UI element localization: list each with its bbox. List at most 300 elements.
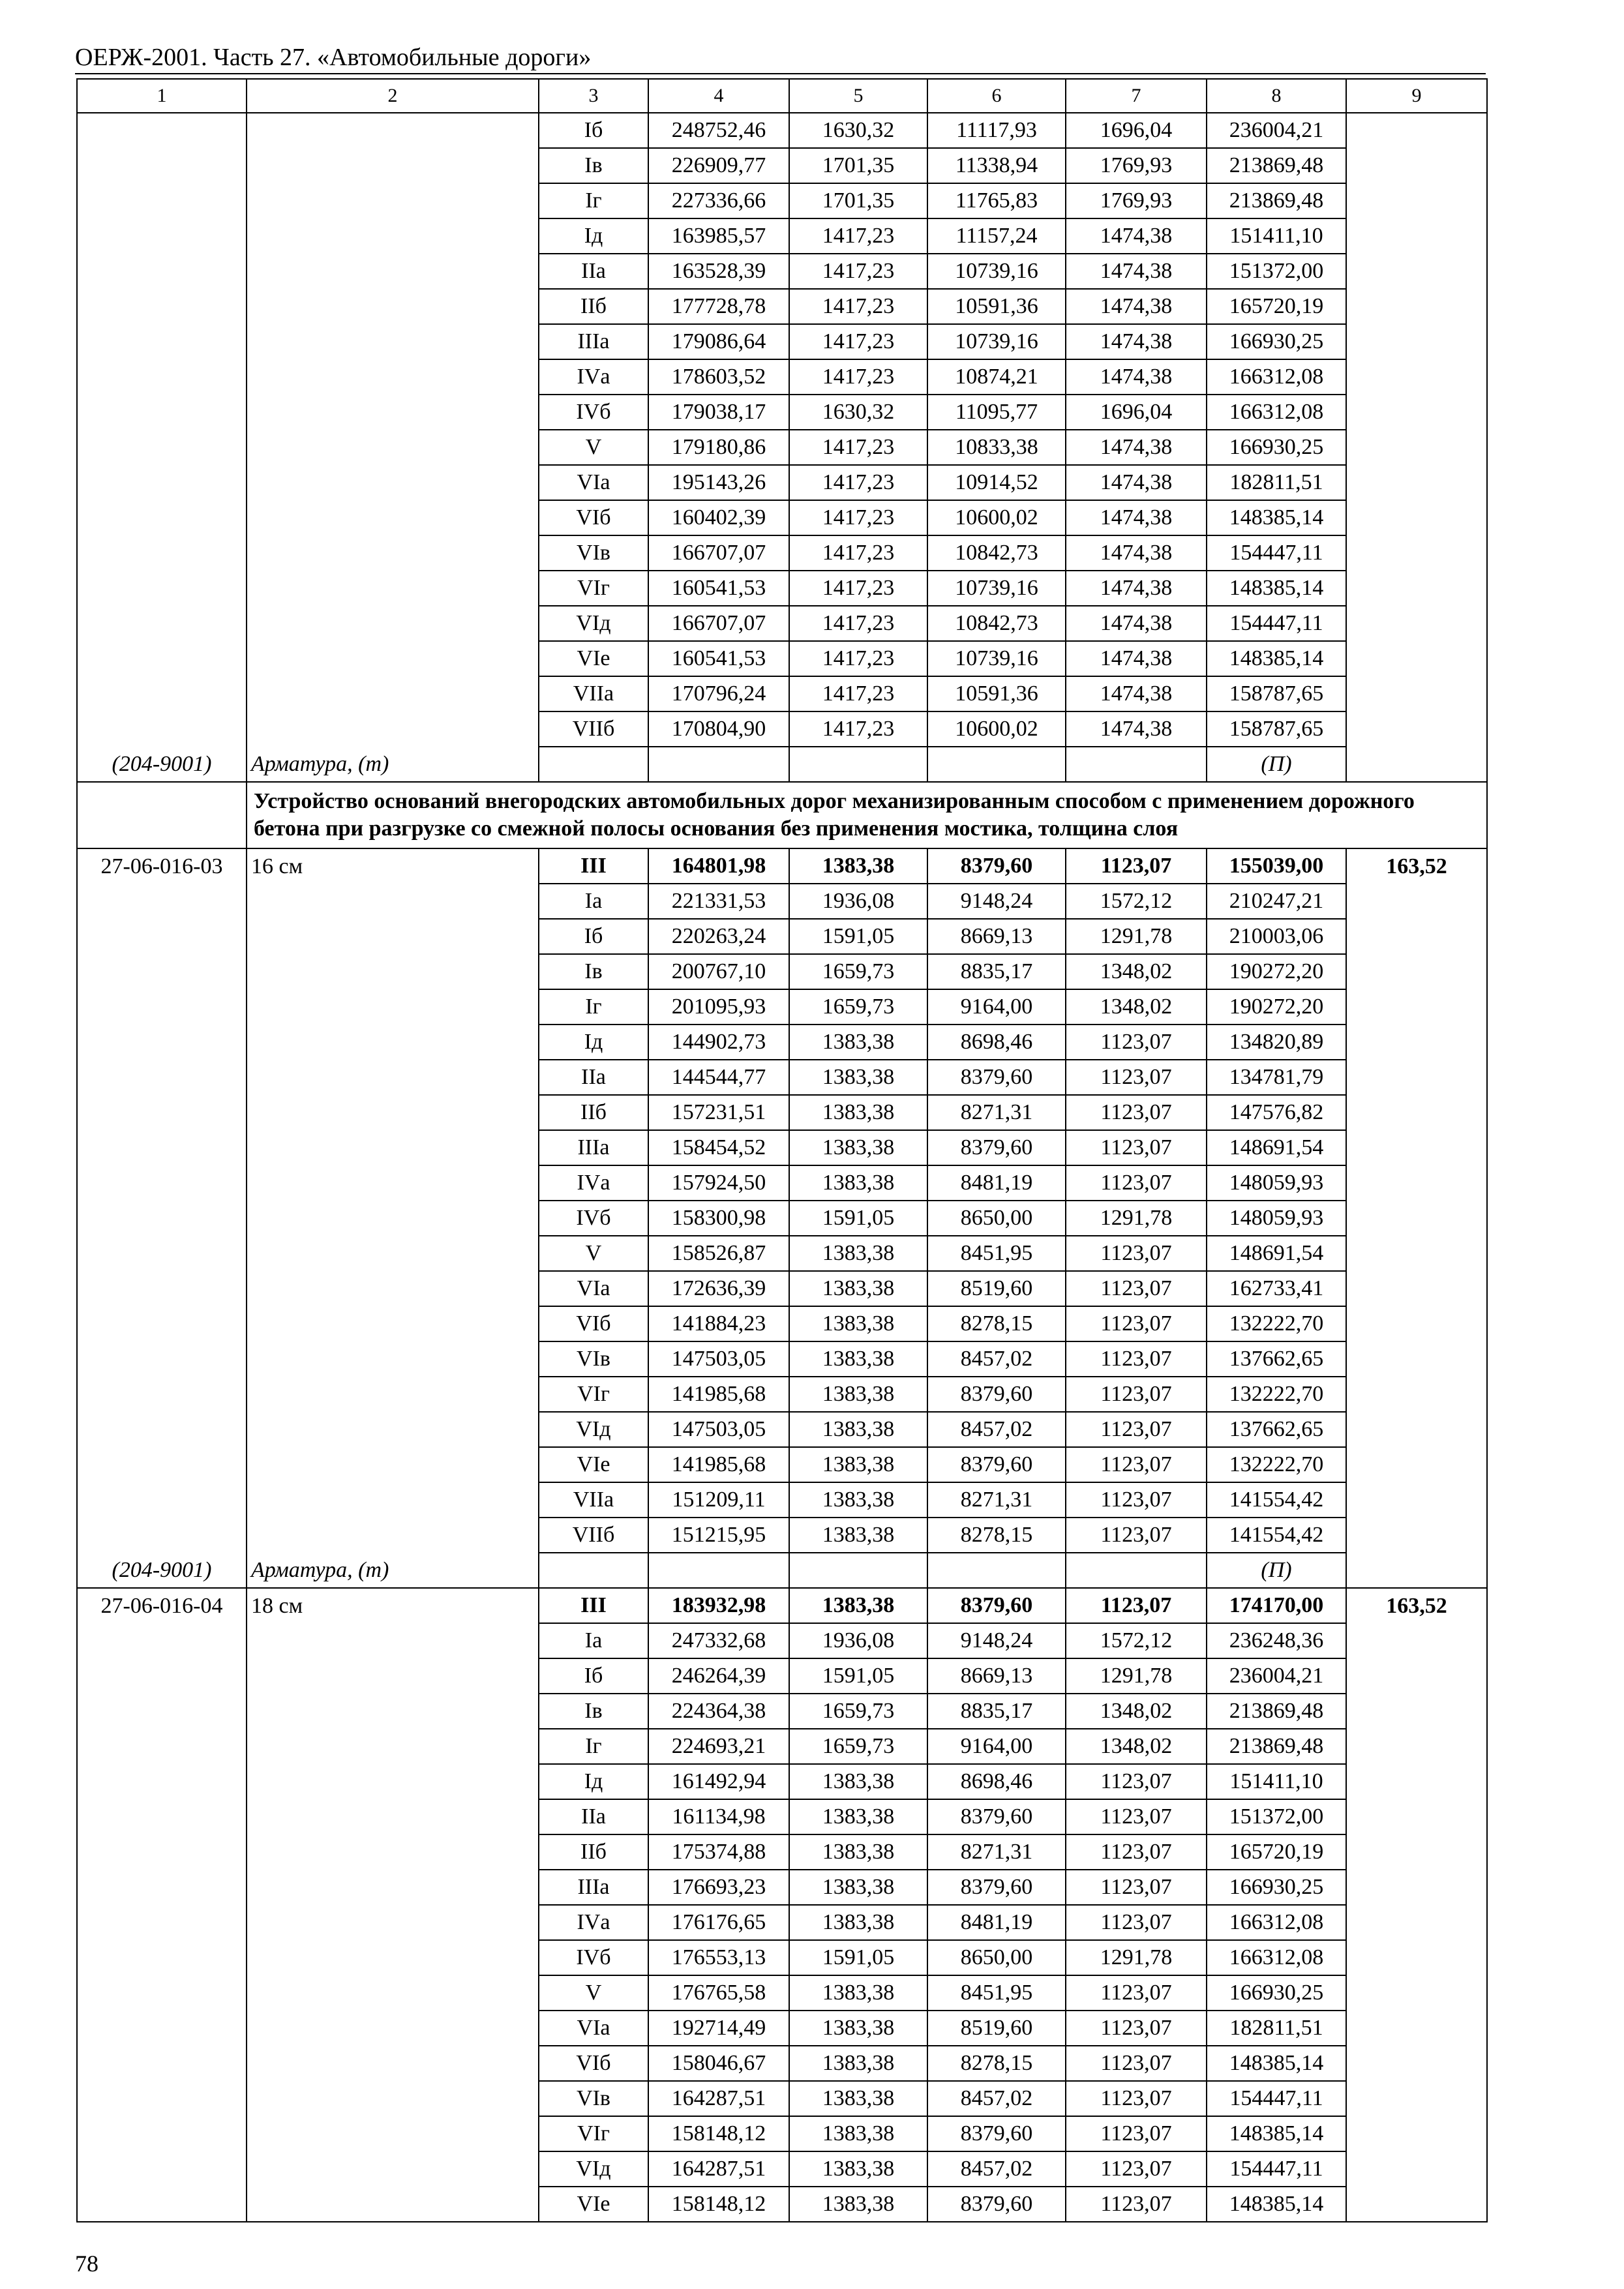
code-cell [77, 1905, 247, 1940]
value-cell: 154447,11 [1207, 535, 1346, 571]
resource-cell [1346, 395, 1487, 430]
resource-cell [1346, 1834, 1487, 1870]
value-cell: 1123,07 [1066, 1130, 1207, 1165]
code-cell [77, 884, 247, 919]
name-cell [247, 324, 539, 359]
table-row [77, 430, 1487, 465]
value-cell: 176765,58 [648, 1975, 789, 2011]
value-cell: 10842,73 [927, 535, 1066, 571]
value-cell: 8457,02 [927, 1341, 1066, 1377]
value-cell: 166312,08 [1207, 1940, 1346, 1975]
value-cell: 164801,98 [648, 848, 789, 884]
value-cell: 1383,38 [789, 1518, 927, 1553]
table-row [77, 1482, 1487, 1518]
value-cell: 10591,36 [927, 676, 1066, 711]
name-cell [247, 989, 539, 1025]
value-cell: 154447,11 [1207, 606, 1346, 641]
value-cell: 164287,51 [648, 2151, 789, 2187]
value-cell: 1383,38 [789, 1271, 927, 1306]
value-cell: 160541,53 [648, 571, 789, 606]
value-cell: 166312,08 [1207, 395, 1346, 430]
value-cell: 1383,38 [789, 2046, 927, 2081]
value-cell: 8698,46 [927, 1025, 1066, 1060]
name-cell [247, 571, 539, 606]
resource-cell [1346, 2046, 1487, 2081]
value-cell: 148691,54 [1207, 1130, 1346, 1165]
name-cell [247, 1975, 539, 2011]
value-cell: 1474,38 [1066, 711, 1207, 747]
value-cell: 200767,10 [648, 954, 789, 989]
zone-cell: VIе [539, 2187, 648, 2222]
zone-cell: IIа [539, 254, 648, 289]
value-cell: 8379,60 [927, 1130, 1066, 1165]
value-cell: 158300,98 [648, 1201, 789, 1236]
value-cell: 1123,07 [1066, 2046, 1207, 2081]
resource-cell [1346, 1165, 1487, 1201]
value-cell: 236004,21 [1207, 113, 1346, 148]
table-row [77, 1130, 1487, 1165]
value-cell: 10842,73 [927, 606, 1066, 641]
value-cell: 8379,60 [927, 1588, 1066, 1623]
price-table [76, 78, 1488, 2222]
zone-cell: VIа [539, 2011, 648, 2046]
value-cell: 144544,77 [648, 1060, 789, 1095]
value-cell: 148385,14 [1207, 571, 1346, 606]
name-cell [247, 1341, 539, 1377]
name-cell [247, 1940, 539, 1975]
table-row [77, 571, 1487, 606]
value-cell: 10739,16 [927, 571, 1066, 606]
name-cell [247, 606, 539, 641]
value-cell: 1696,04 [1066, 395, 1207, 430]
value-cell: 11765,83 [927, 183, 1066, 218]
value-cell: 1383,38 [789, 1095, 927, 1130]
table-row [77, 148, 1487, 183]
value-cell: 1659,73 [789, 1729, 927, 1764]
table-row [77, 289, 1487, 324]
value-cell: 183932,98 [648, 1588, 789, 1623]
value-cell: 141985,68 [648, 1377, 789, 1412]
code-cell [77, 2046, 247, 2081]
value-cell: 1417,23 [789, 289, 927, 324]
value-cell: 224364,38 [648, 1694, 789, 1729]
value-cell: 213869,48 [1207, 1729, 1346, 1764]
value-cell: 154447,11 [1207, 2081, 1346, 2116]
zone-cell: III [539, 1588, 648, 1623]
code-cell [77, 1201, 247, 1236]
value-cell: 210247,21 [1207, 884, 1346, 919]
value-cell: 1383,38 [789, 1447, 927, 1482]
value-cell: 1591,05 [789, 919, 927, 954]
resource-cell [1346, 1341, 1487, 1377]
code-cell [77, 430, 247, 465]
value-cell: 236248,36 [1207, 1623, 1346, 1658]
table-row [77, 1623, 1487, 1658]
value-cell: 1630,32 [789, 395, 927, 430]
code-cell [77, 324, 247, 359]
value-cell: 11157,24 [927, 218, 1066, 254]
value-cell: 1123,07 [1066, 1518, 1207, 1553]
zone-cell: Iа [539, 1623, 648, 1658]
table-row [77, 183, 1487, 218]
value-cell: 1383,38 [789, 1236, 927, 1271]
code-cell [77, 2011, 247, 2046]
value-cell: 190272,20 [1207, 954, 1346, 989]
value-cell: 221331,53 [648, 884, 789, 919]
value-cell: 148385,14 [1207, 2046, 1346, 2081]
value-cell: 1417,23 [789, 359, 927, 395]
code-cell [77, 571, 247, 606]
value-cell: 10739,16 [927, 254, 1066, 289]
value-cell: 1123,07 [1066, 1447, 1207, 1482]
norm-code-cell: 27-06-016-04 [77, 1588, 247, 1623]
name-cell [247, 1870, 539, 1905]
name-cell [247, 1905, 539, 1940]
value-cell: 178603,52 [648, 359, 789, 395]
name-cell [247, 1306, 539, 1341]
value-cell: 8379,60 [927, 2187, 1066, 2222]
code-cell [77, 1060, 247, 1095]
value-cell: 8271,31 [927, 1834, 1066, 1870]
zone-cell: IVб [539, 395, 648, 430]
value-cell: 1123,07 [1066, 1236, 1207, 1271]
value-cell: 137662,65 [1207, 1341, 1346, 1377]
zone-cell: IVа [539, 359, 648, 395]
value-cell: 1474,38 [1066, 254, 1207, 289]
zone-cell: VIг [539, 2116, 648, 2151]
table-row [77, 919, 1487, 954]
code-cell [77, 1306, 247, 1341]
value-cell: 154447,11 [1207, 2151, 1346, 2187]
code-cell [77, 395, 247, 430]
zone-cell: VIг [539, 571, 648, 606]
value-cell: 8698,46 [927, 1764, 1066, 1799]
value-cell: 1383,38 [789, 2011, 927, 2046]
code-cell [77, 641, 247, 676]
table-row [77, 1518, 1487, 1553]
name-cell [247, 1201, 539, 1236]
value-cell: 1383,38 [789, 2187, 927, 2222]
zone-cell: IIб [539, 289, 648, 324]
value-cell: 1383,38 [789, 1870, 927, 1905]
name-cell [247, 641, 539, 676]
table-row [77, 884, 1487, 919]
value-cell: 1474,38 [1066, 359, 1207, 395]
resource-cell [1346, 1799, 1487, 1834]
value-cell: 179086,64 [648, 324, 789, 359]
value-cell: 9164,00 [927, 989, 1066, 1025]
value-cell: 163985,57 [648, 218, 789, 254]
value-cell: 165720,19 [1207, 289, 1346, 324]
value-cell: 213869,48 [1207, 183, 1346, 218]
value-cell: 1123,07 [1066, 1060, 1207, 1095]
value-cell: 161492,94 [648, 1764, 789, 1799]
value-cell: 157924,50 [648, 1165, 789, 1201]
value-cell: 220263,24 [648, 919, 789, 954]
zone-cell: Iг [539, 989, 648, 1025]
code-cell [77, 113, 247, 148]
value-cell: 1936,08 [789, 1623, 927, 1658]
value-cell: 8481,19 [927, 1905, 1066, 1940]
resource-cell [1346, 1482, 1487, 1518]
value-cell: 10600,02 [927, 711, 1066, 747]
name-cell [247, 1729, 539, 1764]
zone-cell: IVа [539, 1165, 648, 1201]
resource-cell [1346, 148, 1487, 183]
value-cell: 1417,23 [789, 641, 927, 676]
value-cell: 160402,39 [648, 500, 789, 535]
value-cell: 1123,07 [1066, 1271, 1207, 1306]
resource-cell [1346, 218, 1487, 254]
value-cell: 148059,93 [1207, 1165, 1346, 1201]
code-cell [77, 1130, 247, 1165]
table-row [77, 606, 1487, 641]
value-cell: 192714,49 [648, 2011, 789, 2046]
value-cell: 10833,38 [927, 430, 1066, 465]
value-cell: 8835,17 [927, 954, 1066, 989]
value-cell: 151209,11 [648, 1482, 789, 1518]
value-cell: 227336,66 [648, 183, 789, 218]
name-cell [247, 676, 539, 711]
value-cell: 1123,07 [1066, 848, 1207, 884]
value-cell: 176553,13 [648, 1940, 789, 1975]
value-cell: 161134,98 [648, 1799, 789, 1834]
code-cell [77, 465, 247, 500]
value-cell: 132222,70 [1207, 1377, 1346, 1412]
name-cell [247, 1271, 539, 1306]
value-cell: 1123,07 [1066, 1975, 1207, 2011]
col-header-7: 7 [1066, 79, 1207, 113]
code-cell [77, 2081, 247, 2116]
zone-cell: IIIа [539, 1130, 648, 1165]
reinforcement-row [77, 1553, 1487, 1588]
zone-cell: VIб [539, 1306, 648, 1341]
value-cell: 165720,19 [1207, 1834, 1346, 1870]
value-cell: 1383,38 [789, 1799, 927, 1834]
resource-cell [1346, 1412, 1487, 1447]
value-cell: 8379,60 [927, 1060, 1066, 1095]
table-row [77, 2151, 1487, 2187]
resource-cell [1346, 1764, 1487, 1799]
value-cell: 147503,05 [648, 1341, 789, 1377]
col-header-6: 6 [927, 79, 1066, 113]
value-cell: 1383,38 [789, 1165, 927, 1201]
value-cell: 158454,52 [648, 1130, 789, 1165]
zone-cell: VIIа [539, 676, 648, 711]
table-row [77, 1799, 1487, 1834]
value-cell: 148059,93 [1207, 1201, 1346, 1236]
zone-cell: VIIб [539, 1518, 648, 1553]
name-cell [247, 1623, 539, 1658]
zone-cell: VIг [539, 1377, 648, 1412]
value-cell: 8451,95 [927, 1236, 1066, 1271]
name-cell [247, 884, 539, 919]
resource-cell [1346, 183, 1487, 218]
value-cell: 8278,15 [927, 1306, 1066, 1341]
resource-unit-cell: (П) [1207, 747, 1346, 782]
table-row [77, 1975, 1487, 2011]
name-cell [247, 1658, 539, 1694]
resource-cell [1346, 989, 1487, 1025]
empty-cell [1346, 747, 1487, 782]
value-cell: 1123,07 [1066, 1482, 1207, 1518]
zone-cell: IVб [539, 1940, 648, 1975]
value-cell: 1417,23 [789, 711, 927, 747]
value-cell: 1291,78 [1066, 1658, 1207, 1694]
col-header-1: 1 [77, 79, 247, 113]
value-cell: 132222,70 [1207, 1447, 1346, 1482]
name-cell [247, 2151, 539, 2187]
col-header-5: 5 [789, 79, 927, 113]
value-cell: 1572,12 [1066, 1623, 1207, 1658]
empty-cell [789, 747, 927, 782]
value-cell: 1659,73 [789, 1694, 927, 1729]
name-cell [247, 2187, 539, 2222]
value-cell: 174170,00 [1207, 1588, 1346, 1623]
value-cell: 11338,94 [927, 148, 1066, 183]
value-cell: 8379,60 [927, 1870, 1066, 1905]
name-cell [247, 1236, 539, 1271]
value-cell: 177728,78 [648, 289, 789, 324]
resource-cell [1346, 1518, 1487, 1553]
value-cell: 176176,65 [648, 1905, 789, 1940]
value-cell: 246264,39 [648, 1658, 789, 1694]
resource-cell [1346, 1623, 1487, 1658]
name-cell [247, 113, 539, 148]
code-cell [77, 1482, 247, 1518]
value-cell: 158787,65 [1207, 676, 1346, 711]
value-cell: 148385,14 [1207, 641, 1346, 676]
name-cell [247, 183, 539, 218]
zone-cell: V [539, 1236, 648, 1271]
zone-cell: Iд [539, 1764, 648, 1799]
code-cell [77, 254, 247, 289]
table-row [77, 1306, 1487, 1341]
value-cell: 147503,05 [648, 1412, 789, 1447]
table-row [77, 954, 1487, 989]
table-row [77, 2187, 1487, 2222]
name-cell [247, 535, 539, 571]
value-cell: 1383,38 [789, 1306, 927, 1341]
value-cell: 1383,38 [789, 1341, 927, 1377]
empty-cell [1066, 1553, 1207, 1588]
value-cell: 8457,02 [927, 2081, 1066, 2116]
value-cell: 8457,02 [927, 1412, 1066, 1447]
table-row [77, 1201, 1487, 1236]
zone-cell: VIа [539, 1271, 648, 1306]
value-cell: 1474,38 [1066, 641, 1207, 676]
value-cell: 163528,39 [648, 254, 789, 289]
resource-cell [1346, 641, 1487, 676]
value-cell: 8379,60 [927, 848, 1066, 884]
table-row [77, 1764, 1487, 1799]
value-cell: 166312,08 [1207, 1905, 1346, 1940]
value-cell: 134820,89 [1207, 1025, 1346, 1060]
value-cell: 151411,10 [1207, 218, 1346, 254]
value-cell: 182811,51 [1207, 2011, 1346, 2046]
resource-cell [1346, 1447, 1487, 1482]
value-cell: 8271,31 [927, 1095, 1066, 1130]
value-cell: 1696,04 [1066, 113, 1207, 148]
value-cell: 141554,42 [1207, 1518, 1346, 1553]
value-cell: 201095,93 [648, 989, 789, 1025]
table-row [77, 1905, 1487, 1940]
value-cell: 1123,07 [1066, 1095, 1207, 1130]
value-cell: 1123,07 [1066, 1799, 1207, 1834]
value-cell: 132222,70 [1207, 1306, 1346, 1341]
empty-cell [648, 747, 789, 782]
table-row [77, 500, 1487, 535]
table-row [77, 395, 1487, 430]
resource-cell [1346, 430, 1487, 465]
value-cell: 151372,00 [1207, 1799, 1346, 1834]
name-cell [247, 465, 539, 500]
zone-cell: IIIа [539, 1870, 648, 1905]
table-row [77, 1377, 1487, 1412]
resource-cell [1346, 535, 1487, 571]
code-cell [77, 1940, 247, 1975]
header-rule [75, 73, 1486, 74]
code-cell [77, 359, 247, 395]
zone-cell: V [539, 430, 648, 465]
name-cell [247, 289, 539, 324]
resource-cell [1346, 711, 1487, 747]
value-cell: 1123,07 [1066, 2116, 1207, 2151]
name-cell [247, 359, 539, 395]
value-cell: 1123,07 [1066, 1377, 1207, 1412]
empty-cell [1066, 747, 1207, 782]
code-cell [77, 606, 247, 641]
resource-cell: 163,52 [1346, 848, 1487, 884]
name-cell [247, 1482, 539, 1518]
value-cell: 1123,07 [1066, 1165, 1207, 1201]
value-cell: 8650,00 [927, 1940, 1066, 1975]
value-cell: 164287,51 [648, 2081, 789, 2116]
value-cell: 8669,13 [927, 1658, 1066, 1694]
value-cell: 210003,06 [1207, 919, 1346, 954]
resource-cell [1346, 359, 1487, 395]
name-cell [247, 919, 539, 954]
code-cell [77, 1236, 247, 1271]
resource-name-cell: Арматура, (т) [247, 747, 539, 782]
zone-cell: VIд [539, 606, 648, 641]
zone-cell: IIб [539, 1834, 648, 1870]
value-cell: 166930,25 [1207, 430, 1346, 465]
resource-cell [1346, 1130, 1487, 1165]
value-cell: 224693,21 [648, 1729, 789, 1764]
code-cell [77, 2116, 247, 2151]
table-row [77, 465, 1487, 500]
value-cell: 1417,23 [789, 535, 927, 571]
value-cell: 1417,23 [789, 465, 927, 500]
table-row [77, 1658, 1487, 1694]
value-cell: 9164,00 [927, 1729, 1066, 1764]
value-cell: 190272,20 [1207, 989, 1346, 1025]
zone-cell: Iд [539, 218, 648, 254]
value-cell: 236004,21 [1207, 1658, 1346, 1694]
value-cell: 1123,07 [1066, 2151, 1207, 2187]
resource-cell [1346, 1870, 1487, 1905]
code-cell [77, 1165, 247, 1201]
resource-cell [1346, 500, 1487, 535]
value-cell: 1474,38 [1066, 289, 1207, 324]
resource-cell [1346, 2081, 1487, 2116]
value-cell: 1383,38 [789, 1975, 927, 2011]
table-row [77, 2081, 1487, 2116]
value-cell: 1417,23 [789, 500, 927, 535]
value-cell: 1291,78 [1066, 1940, 1207, 1975]
value-cell: 166930,25 [1207, 1870, 1346, 1905]
